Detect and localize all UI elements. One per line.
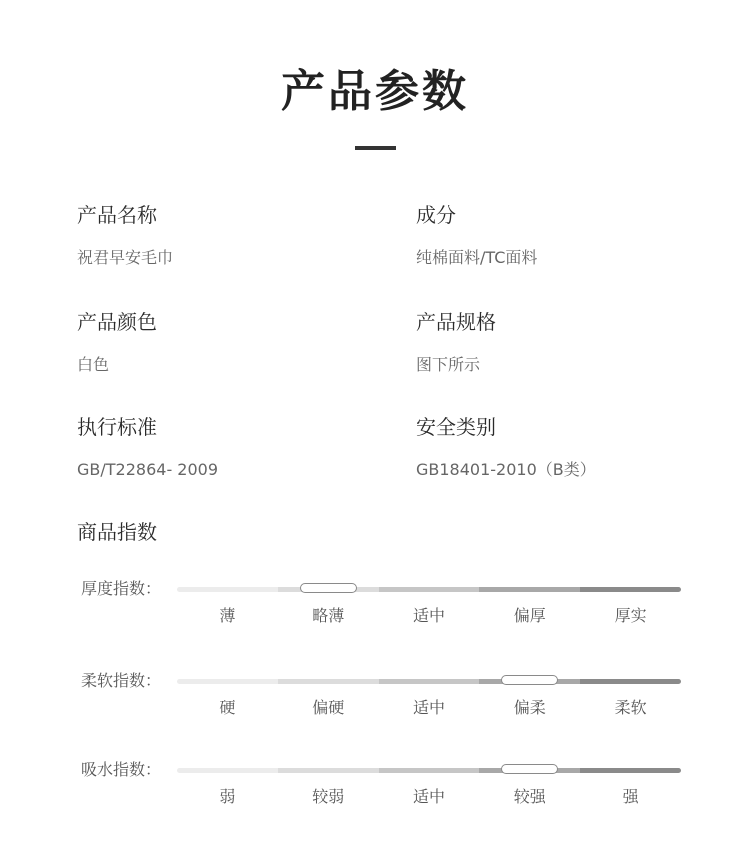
track-segment (479, 587, 580, 592)
track-segment (177, 587, 278, 592)
scale-options (177, 697, 681, 719)
scale-label: 厚度指数： (81, 579, 162, 598)
track-segment (177, 768, 278, 773)
track-segment (580, 768, 681, 773)
spec-product-name (77, 201, 173, 269)
scale-indicator (501, 675, 558, 685)
spec-label: 成分 (416, 203, 456, 227)
spec-execution-standard (77, 413, 218, 481)
spec-value: 祝君早安毛巾 (77, 248, 174, 267)
spec-label: 执行标准 (77, 415, 157, 439)
track-segment (278, 768, 379, 773)
spec-label: 产品颜色 (77, 310, 157, 334)
track-segment (379, 587, 480, 592)
spec-product-size (416, 308, 496, 376)
track-segment (379, 768, 480, 773)
spec-value: 图下所示 (416, 355, 481, 374)
scale-option: 较强 (513, 787, 546, 806)
spec-safety-category (416, 413, 596, 481)
scale-option: 硬 (219, 698, 236, 717)
track-segment (379, 679, 480, 684)
scale-option: 适中 (412, 698, 445, 717)
scale-option: 偏柔 (513, 698, 546, 717)
spec-product-color (77, 308, 157, 376)
scale-option: 薄 (219, 606, 236, 625)
scale-indicator (501, 764, 558, 774)
scale-track (177, 679, 681, 684)
spec-value: 白色 (77, 355, 110, 374)
scale-option: 较弱 (312, 787, 345, 806)
track-segment (580, 587, 681, 592)
scale-track (177, 768, 681, 773)
scale-option: 略薄 (312, 606, 345, 625)
scale-track (177, 587, 681, 592)
scale-option: 适中 (412, 606, 445, 625)
scale-option: 厚实 (614, 606, 647, 625)
scale-options (177, 786, 681, 808)
spec-label: 产品名称 (77, 203, 157, 227)
spec-value: 纯棉面料/TC面料 (416, 248, 538, 267)
scale-option: 适中 (412, 787, 445, 806)
title-underline (355, 146, 396, 150)
scale-option: 偏硬 (312, 698, 345, 717)
track-segment (177, 679, 278, 684)
spec-value: GB18401-2010（B类） (416, 460, 596, 479)
index-heading: 商品指数 (77, 520, 157, 544)
absorbency-scale (0, 759, 750, 819)
scale-option: 偏厚 (513, 606, 546, 625)
page-title: 产品参数 (281, 66, 469, 117)
track-segment (580, 679, 681, 684)
scale-label: 吸水指数： (81, 760, 162, 779)
spec-label: 安全类别 (416, 415, 496, 439)
softness-scale (0, 670, 750, 730)
spec-label: 产品规格 (416, 310, 496, 334)
scale-options (177, 605, 681, 627)
scale-indicator (300, 583, 357, 593)
scale-option: 强 (622, 787, 639, 806)
scale-option: 弱 (219, 787, 236, 806)
thickness-scale (0, 578, 750, 638)
spec-composition (416, 201, 537, 269)
track-segment (278, 679, 379, 684)
spec-value: GB/T22864- 2009 (77, 460, 219, 479)
scale-label: 柔软指数： (81, 671, 162, 690)
scale-option: 柔软 (614, 698, 647, 717)
